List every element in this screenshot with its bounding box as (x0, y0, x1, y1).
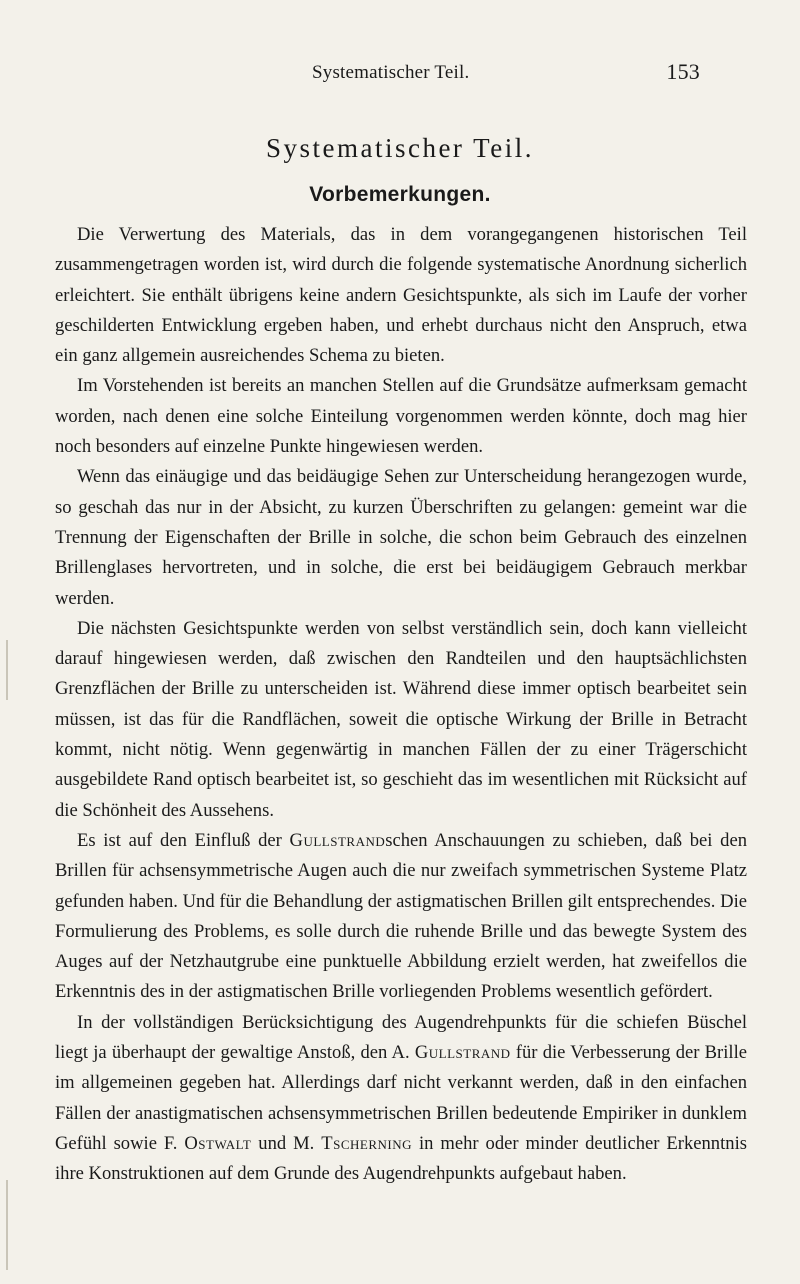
author-name: Ostwalt (184, 1132, 252, 1154)
author-name: Gullstrand (414, 1042, 511, 1064)
author-name: Gullstrand (289, 829, 386, 851)
scan-edge-mark (6, 640, 8, 700)
paragraph-5-text: schen Anschauungen zu schieben, daß bei den Brillen für achsensymmetrische Augen auch die nur zweifach symmetrischen Systeme Platz gefunden haben. Und für die Behandlung der astigmatischen Brillen gilt entsprechendes. Die Formulierung des Problems, es solle durch die ruhende Brille und das bewegte System des Auges auf der Netzhautgrube eine punktuelle Abbildung erzielt werden, hat zweifellos die Erkenntnis des in der astigmatischen Brille vorliegenden Problems wesentlich gefördert. (55, 829, 748, 1003)
paragraph-1: Die Verwertung des Materials, das in dem vorangegangenen historischen Teil zusammengetragen worden ist, wird durch die folgende systematische Anordnung sicherlich erleichtert. Sie enthält übrigens keine andern Gesichtspunkte, als sich im Laufe der vorher geschilderten Entwicklung ergeben haben, und erhebt durchaus nicht den Anspruch, etwa ein ganz allgemein ausreichendes Schema zu bieten. (55, 224, 747, 367)
paragraph-2: Im Vorstehenden ist bereits an manchen Stellen auf die Grundsätze aufmerksam gemacht worden, nach denen eine solche Einteilung vorgenommen werden könnte, doch mag hier noch besonders auf einzelne Punkte hingewiesen werden. (55, 375, 747, 458)
paragraph-6-text: für die Verbesserung der Brille im allgemeinen gegeben hat. Allerdings darf nicht verkannt werden, daß in den einfachen Fällen der anastigmatischen achsensymmetrischen Brillen bedeutende Empiriker in dunklem Gefühl sowie F. (55, 1042, 748, 1154)
paragraph-6-text: in mehr oder minder deutlicher Erkenntnis ihre Konstruktionen auf dem Grunde des Augendrehpunkts aufgebaut haben. (55, 1132, 747, 1185)
paragraph-6-text: und M. (251, 1132, 322, 1154)
subheading: Vorbemerkungen. (309, 183, 491, 206)
page-number: 153 (666, 59, 700, 84)
paragraph-6 (55, 1008, 747, 1190)
paragraph-6-text: In der vollständigen Berücksichtigung des Augendrehpunkts für die schiefen Büschel liegt ja überhaupt der gewaltige Anstoß, den A. (55, 1011, 747, 1064)
paragraph-3: Wenn das einäugige und das beidäugige Sehen zur Unterscheidung herangezogen wurde, so geschah das nur in der Absicht, zu kurzen Überschriften zu gelangen: gemeint war die Trennung der Eigenschaften der Brille in solche, die schon beim Gebrauch des einzelnen Brillenglases hervortreten, und in solche, die erst bei beidäugigem Gebrauch merkbar werden. (55, 466, 747, 609)
paragraph-4: Die nächsten Gesichtspunkte werden von selbst verständlich sein, doch kann vielleicht darauf hingewiesen werden, daß zwischen den Randteilen und den hauptsächlichsten Grenzflächen der Brille zu unterscheiden ist. Während diese immer optisch bearbeitet sein müssen, ist das für die Randflächen, soweit die optische Wirkung der Brille in Betracht kommt, nicht nötig. Wenn gegenwärtig in manchen Fällen der zu einer Trägerschicht ausgebildete Rand optisch bearbeitet ist, so geschieht das im wesentlichen mit Rücksicht auf die Schönheit des Aussehens. (55, 617, 747, 821)
author-name: Tscherning (321, 1132, 413, 1154)
scan-edge-mark (6, 1180, 8, 1270)
body-text (55, 220, 747, 1190)
running-title: Systematischer Teil. (312, 62, 470, 83)
paragraph-5 (55, 826, 747, 1008)
paragraph-5-text: Es ist auf den Einfluß der (77, 829, 290, 851)
section-title: Systematischer Teil. (265, 133, 535, 163)
